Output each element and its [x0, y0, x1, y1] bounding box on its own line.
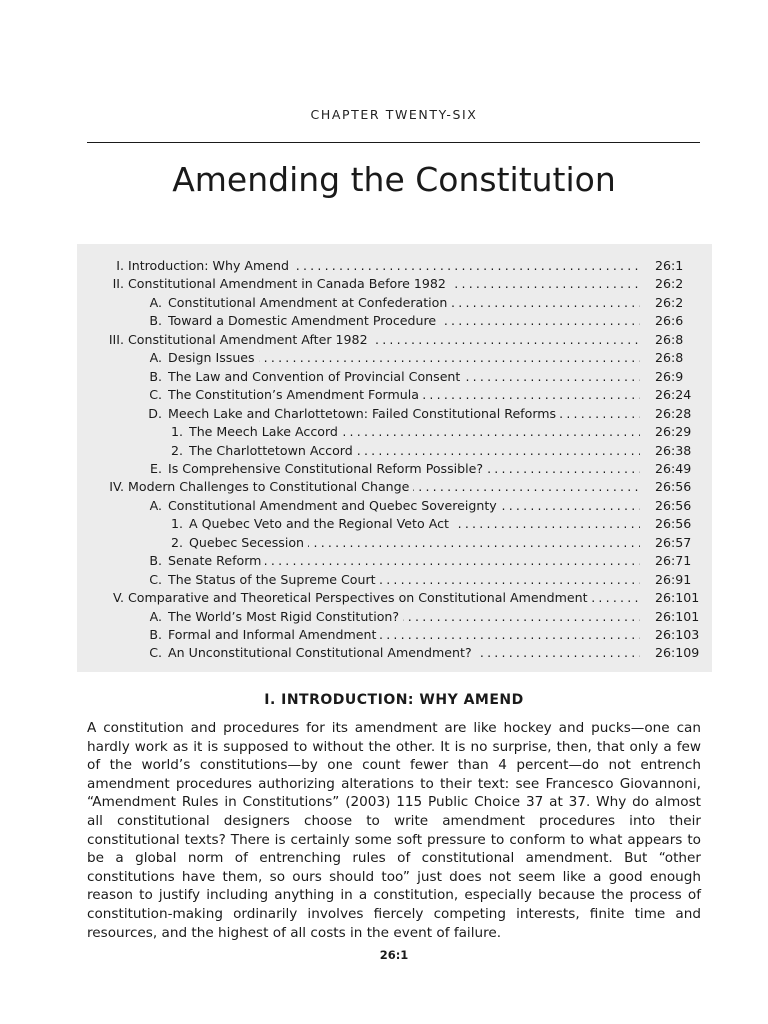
toc-entry-leader	[168, 386, 640, 404]
toc-entry-page: 26:56	[655, 516, 692, 532]
title-rule	[87, 142, 700, 143]
toc-entry-number: A.	[149, 294, 162, 310]
toc-entry-page: 26:2	[655, 294, 684, 310]
toc-entry-number: V.	[113, 590, 124, 606]
toc-entry-page: 26:101	[655, 608, 700, 624]
toc-entry-number: III.	[108, 331, 124, 347]
toc-entry-page: 26:1	[655, 258, 684, 273]
toc-entry-page: 26:71	[655, 553, 692, 569]
toc-entry-title: Quebec Secession	[189, 535, 308, 550]
toc-entry-leader	[168, 644, 640, 662]
toc-entry-page: 26:28	[655, 405, 692, 421]
toc-entry-number: B.	[149, 313, 162, 329]
toc-entry-title: Meech Lake and Charlottetown: Failed Constitutional Reforms	[168, 406, 560, 421]
toc-entry-leader	[128, 275, 640, 293]
toc-entry	[77, 552, 712, 570]
table-of-contents	[77, 244, 712, 672]
toc-entry	[77, 275, 712, 293]
toc-entry	[77, 515, 712, 533]
toc-entry-number: C.	[149, 571, 162, 587]
toc-entry-leader	[189, 515, 640, 533]
toc-entry-number: B.	[149, 553, 162, 569]
toc-entry-number: 2.	[170, 534, 183, 550]
toc-entry-title: The Status of the Supreme Court	[168, 572, 380, 587]
toc-entry-number: IV.	[109, 479, 124, 495]
toc-entry	[77, 571, 712, 589]
toc-entry	[77, 460, 712, 478]
toc-entry-leader	[128, 257, 640, 275]
toc-entry-page: 26:109	[655, 645, 700, 661]
toc-entry	[77, 534, 712, 552]
toc-entry-title: The Law and Convention of Provincial Consent	[168, 369, 464, 384]
toc-entry	[77, 497, 712, 515]
section-heading: I. INTRODUCTION: WHY AMEND	[264, 692, 524, 708]
toc-entry-title: Constitutional Amendment After 1982	[128, 332, 372, 347]
toc-entry-title: Is Comprehensive Constitutional Reform Possible?	[168, 461, 487, 476]
toc-entry-title: Constitutional Amendment at Confederation	[168, 295, 451, 310]
toc-entry	[77, 423, 712, 441]
toc-entry-leader	[168, 294, 640, 312]
toc-entry-page: 26:49	[655, 460, 692, 476]
toc-entry	[77, 257, 712, 275]
toc-entry-number: B.	[149, 368, 162, 384]
page-number: 26:1	[379, 948, 409, 962]
toc-entry-number: C.	[149, 645, 162, 661]
toc-entry-page: 26:24	[655, 387, 692, 403]
toc-entry-page: 26:56	[655, 479, 692, 495]
toc-entry	[77, 331, 712, 349]
toc-entry	[77, 589, 712, 607]
toc-entry-leader	[189, 442, 640, 460]
toc-entry-leader	[168, 349, 640, 367]
toc-entry-title: Modern Challenges to Constitutional Change	[128, 479, 413, 494]
toc-entry-title: Introduction: Why Amend	[128, 258, 293, 273]
toc-entry-leader	[168, 571, 640, 589]
page-title: Amending the Constitution	[172, 160, 616, 199]
toc-entry	[77, 405, 712, 423]
toc-entry-leader	[128, 589, 640, 607]
toc-entry-page: 26:8	[655, 331, 684, 347]
toc-entry-number: C.	[149, 387, 162, 403]
toc-entry-number: 1.	[170, 424, 183, 440]
toc-entry-leader	[168, 312, 640, 330]
toc-entry-page: 26:29	[655, 424, 692, 440]
toc-entry-number: A.	[149, 350, 162, 366]
toc-entry	[77, 626, 712, 644]
toc-entry	[77, 386, 712, 404]
toc-entry-title: A Quebec Veto and the Regional Veto Act	[189, 516, 453, 531]
toc-entry-number: E.	[150, 460, 162, 476]
toc-entry-title: Constitutional Amendment and Quebec Sovereignty	[168, 498, 501, 513]
toc-entry-title: The Constitution’s Amendment Formula	[168, 387, 423, 402]
toc-entry-title: Toward a Domestic Amendment Procedure	[168, 313, 440, 328]
toc-entry-leader	[168, 552, 640, 570]
toc-entry-page: 26:103	[655, 627, 700, 642]
toc-entry-number: B.	[149, 627, 162, 642]
toc-entry-leader	[128, 478, 640, 496]
toc-entry-leader	[168, 460, 640, 478]
toc-entry-page: 26:8	[655, 350, 684, 366]
toc-entry-title: Constitutional Amendment in Canada Before 1982	[128, 276, 450, 291]
toc-entry-number: I.	[116, 258, 124, 273]
toc-entry	[77, 294, 712, 312]
toc-entry-number: D.	[148, 405, 162, 421]
toc-entry-page: 26:2	[655, 276, 684, 292]
toc-entry-number: A.	[149, 608, 162, 624]
toc-entry-title: Comparative and Theoretical Perspectives on Constitutional Amendment	[128, 590, 592, 605]
toc-entry	[77, 442, 712, 460]
toc-entry-title: The Charlottetown Accord	[189, 443, 357, 458]
toc-entry-leader	[168, 608, 640, 626]
toc-entry-leader	[189, 423, 640, 441]
toc-entry	[77, 349, 712, 367]
toc-entry-page: 26:38	[655, 442, 692, 458]
toc-entry-page: 26:57	[655, 534, 692, 550]
toc-entry	[77, 608, 712, 626]
toc-entry-page: 26:91	[655, 571, 692, 587]
toc-entry-leader	[168, 626, 640, 644]
toc-entry-leader	[168, 368, 640, 386]
toc-entry-number: A.	[149, 497, 162, 513]
toc-entry	[77, 478, 712, 496]
toc-entry-title: An Unconstitutional Constitutional Amendment?	[168, 645, 476, 660]
chapter-label: CHAPTER TWENTY-SIX	[310, 107, 478, 122]
toc-entry-leader	[168, 497, 640, 515]
toc-entry-page: 26:9	[655, 368, 684, 384]
toc-entry-number: 1.	[170, 516, 183, 532]
toc-entry-title: Design Issues	[168, 350, 259, 365]
toc-entry-title: The Meech Lake Accord	[189, 424, 342, 439]
toc-entry-page: 26:101	[655, 590, 700, 606]
toc-entry-number: 2.	[170, 442, 183, 458]
toc-entry	[77, 644, 712, 662]
body-paragraph: A constitution and procedures for its amendment are like hockey and pucks—one can hardly work as it is supposed to without the other. It is no surprise, then, that only a few of the world’s constitutions—by one count fewer than 4 percent—do not entrench amendment procedures authorizing alterations to their text: see Francesco Giovannoni, “Amendment Rules in Constitutions” (2003) 115 Public Choice 37 at 37. Why do almost all constitutional designers choose to write amendment procedures into their constitutional texts? There is certainly some soft pressure to conform to what appears to be a global norm of entrenching rules of constitutional amendment. But “other constitutions have them, so ours should too” just does not seem like a good enough reason to justify including anything in a constitution, especially because the process of constitution-making ordinarily involves fiercely competing interests, finite time and resources, and the highest of all costs in the event of failure.	[87, 720, 701, 941]
toc-entry-page: 26:56	[655, 497, 692, 513]
toc-entry-leader	[128, 331, 640, 349]
toc-entry-page: 26:6	[655, 313, 684, 329]
toc-entry	[77, 368, 712, 386]
toc-entry-leader	[189, 534, 640, 552]
toc-entry-title: Formal and Informal Amendment	[168, 627, 380, 642]
toc-entry-number: II.	[112, 276, 124, 292]
toc-entry-leader	[168, 405, 640, 423]
toc-entry-title: The World’s Most Rigid Constitution?	[168, 609, 403, 624]
toc-entry-title: Senate Reform	[168, 553, 265, 568]
toc-entry	[77, 312, 712, 330]
